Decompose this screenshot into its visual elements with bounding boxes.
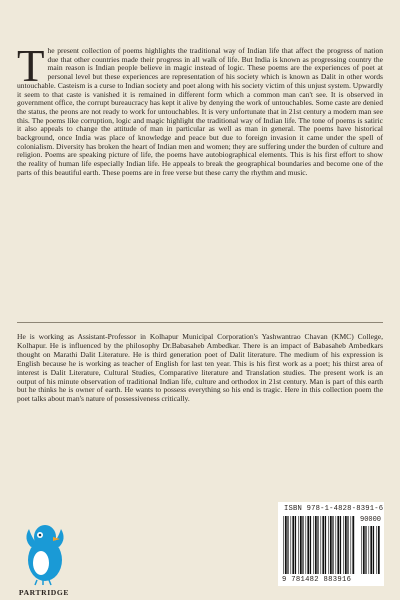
barcode-bar	[300, 516, 302, 574]
barcode-bar	[283, 516, 284, 574]
barcode-bar	[328, 516, 329, 574]
barcode-bar	[376, 526, 377, 574]
barcode-bar	[302, 516, 303, 574]
barcode-bar	[347, 516, 348, 574]
barcode-bar	[285, 516, 287, 574]
barcode-bar	[307, 516, 309, 574]
barcode-bar	[351, 516, 352, 574]
isbn-barcode	[278, 502, 384, 586]
barcode-bar	[291, 516, 292, 574]
barcode-bar	[292, 516, 294, 574]
barcode-bar	[332, 516, 333, 574]
barcode-bar	[313, 516, 314, 574]
barcode-bar	[378, 526, 380, 574]
barcode-bar	[343, 516, 344, 574]
section-divider	[17, 322, 383, 323]
barcode-bar	[298, 516, 299, 574]
barcode-bar	[321, 516, 322, 574]
book-description-text: he present collection of poems highlights the traditional way of Indian life that affect the progress of nation due that other countries made their progress in all walk of life. But India is known as progressing country the main reason is Indian people believe in magic instead of logic. These poems are the experiences of poet at personal level but these experiences are representation of his society which is known as Dalit in other words untouchable. Casteism is a curse to Indian society and poet along with his society victim of this unjust system. Upwardly it seem to that caste is vanished it is remained in different form which a common man can't see. It is observed in government office, the corrupt bureaucracy has kept it alive by denying the work of untouchables. Some caste are denied the status, the peons are not ready to work for untouchables. It is very unfortunate that in 21st century a modern man see this. The poems like corruption, logic and magic highlight the traditional way of Indian life. The tone of poems is satiric it also appeals to change the attitude of man in particular as well as man in general. The poems have historical background, once India was place of knowledge and peace but due to foreign invasion it came under the spell of colonialism. Diversity has broken the heart of Indian men and women; they are suffering under the burden of culture and religion. Poems are speaking picture of life, the poems have autobiographical elements. This is his first effort to show the reality of human life especially Indian life. He appeals to break the geographical boundaries and become one of the parts of this beautiful earth. These poems are in free verse but these carry the rhythm and music.	[17, 46, 383, 177]
barcode-bar	[345, 516, 347, 574]
ean-digits: 9 781482 883916	[282, 576, 352, 584]
book-description	[17, 41, 383, 178]
barcode-bar	[317, 516, 318, 574]
barcode-bar	[363, 526, 365, 574]
barcode-bar	[352, 516, 354, 574]
barcode-bar	[370, 526, 372, 574]
isbn-number: ISBN 978-1-4828-8391-6	[284, 505, 384, 513]
barcode-bar	[310, 516, 311, 574]
drop-cap: T	[17, 41, 45, 91]
barcode-bar	[365, 526, 366, 574]
barcode-bar	[373, 526, 374, 574]
barcode-bar	[369, 526, 370, 574]
barcode-bar	[325, 516, 326, 574]
author-biography: He is working as Assistant-Professor in Kolhapur Municipal Corporation's Yashwantrao Chavan (KMC) College, Kolhapur. He is influenced by the philosophy Dr.Babasaheb Ambedkar. There is an impact of Babasaheb Ambedkars thought on Marathi Dalit Literature. He is third generation poet of Dalit literature. The medium of his expression is English because he is working as teacher of English for last ten year. This is his first work as a poet; his thirst area of interest is Dalit Literature, Cultural Studies, Comparative literature and Translation studies. The present work is an output of his minute observation of traditional Indian life, culture and orthodox in 21st century. Man is part of this earth but he thinks he is owner of earth. He wants to possess everything so his end is tragic. Here in this collection poem the poet talks about man's nature of possessiveness critically.	[17, 332, 383, 404]
ean-barcode-bars	[282, 516, 356, 574]
publisher-name: PARTRIDGE	[18, 588, 70, 597]
barcode-bar	[306, 516, 307, 574]
barcode-bar	[330, 516, 332, 574]
price-code: 90000	[360, 516, 382, 524]
barcode-bar	[336, 516, 337, 574]
barcode-bar	[295, 516, 296, 574]
barcode-bar	[322, 516, 324, 574]
barcode-bar	[340, 516, 341, 574]
barcode-bar	[287, 516, 288, 574]
barcode-bar	[315, 516, 317, 574]
partridge-bird-icon	[19, 517, 71, 587]
barcode-bar	[361, 526, 362, 574]
barcode-bar	[337, 516, 339, 574]
price-code-bars	[360, 526, 380, 574]
